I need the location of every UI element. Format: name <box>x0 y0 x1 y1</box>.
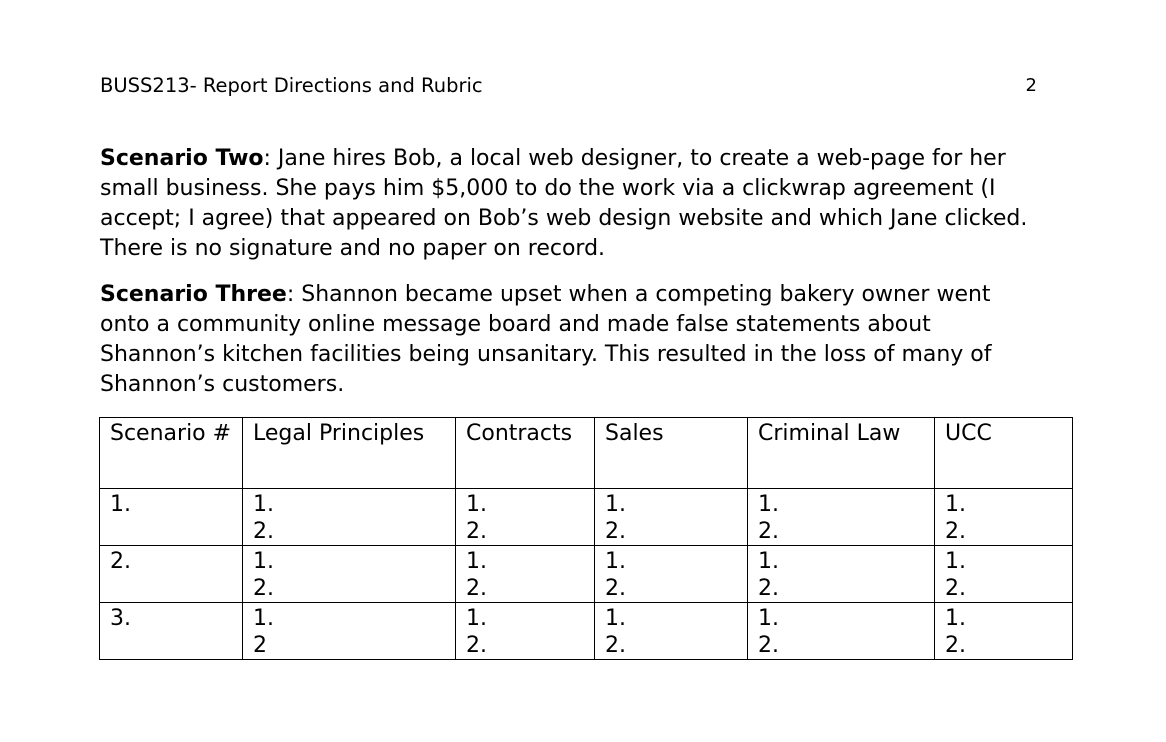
cell-line: 2. <box>758 633 779 658</box>
cell-line: 1. <box>758 606 779 631</box>
cell-line: 2. <box>605 519 626 544</box>
cell-line: 1. <box>253 549 274 574</box>
cell-line: 2 <box>253 633 267 658</box>
scenario-three-text: : Shannon became upset when a competing bakery owner went onto a community online message board and made false statements about Shannon’s kitchen facilities being unsanitary. This resulted in the loss of many of Shannon’s customers. <box>100 282 992 397</box>
table-header-row <box>100 418 1073 489</box>
table-cell <box>243 603 456 660</box>
table-cell <box>748 603 935 660</box>
table-cell <box>456 546 595 603</box>
table-cell <box>456 603 595 660</box>
table-cell <box>935 489 1073 546</box>
column-header-criminal-law: Criminal Law <box>748 418 935 489</box>
column-header-scenario: Scenario # <box>100 418 243 489</box>
cell-line: 1. <box>605 492 626 517</box>
cell-line: 2. <box>758 576 779 601</box>
cell-line: 1. <box>758 492 779 517</box>
column-header-ucc: UCC <box>935 418 1073 489</box>
table-row <box>100 489 1073 546</box>
table-row <box>100 546 1073 603</box>
table-cell <box>595 603 748 660</box>
table-cell <box>595 546 748 603</box>
cell-line: 1. <box>605 549 626 574</box>
table-cell <box>243 489 456 546</box>
cell-line: 2. <box>466 576 487 601</box>
cell-line: 2. <box>758 519 779 544</box>
scenario-three-paragraph <box>100 280 1030 400</box>
scenario-two-label: Scenario Two <box>100 146 264 171</box>
cell-line: 1. <box>253 492 274 517</box>
cell-line: 1. <box>758 549 779 574</box>
cell-line: 2. <box>945 576 966 601</box>
table-cell <box>748 546 935 603</box>
rubric-table <box>99 417 1073 660</box>
cell-line: 1. <box>466 606 487 631</box>
table-cell <box>243 546 456 603</box>
cell-line: 2. <box>466 519 487 544</box>
scenario-three-label: Scenario Three <box>100 282 287 307</box>
cell-line: 1. <box>945 549 966 574</box>
cell-line: 1. <box>253 606 274 631</box>
cell-line: 1. <box>466 492 487 517</box>
table-cell <box>595 489 748 546</box>
cell-line: 2. <box>466 633 487 658</box>
cell-line: 2. <box>945 519 966 544</box>
cell-line: 2. <box>253 519 274 544</box>
cell-line: 1. <box>945 606 966 631</box>
cell-line: 1. <box>466 549 487 574</box>
cell-line: 1. <box>605 606 626 631</box>
scenario-number-cell: 1. <box>100 489 243 546</box>
scenario-two-text: : Jane hires Bob, a local web designer, to create a web-page for her small business. She pays him $5,000 to do the work via a clickwrap agreement (I accept; I agree) that appeared on Bob’s web design website and which Jane clicked. There is no signature and no paper on record. <box>100 146 1028 261</box>
scenario-two-paragraph <box>100 144 1030 264</box>
column-header-sales: Sales <box>595 418 748 489</box>
cell-line: 2. <box>605 633 626 658</box>
table-cell <box>935 603 1073 660</box>
column-header-contracts: Contracts <box>456 418 595 489</box>
page-number: 2 <box>1025 75 1037 96</box>
header-title: BUSS213- Report Directions and Rubric <box>100 74 483 97</box>
table-cell <box>748 489 935 546</box>
page-header <box>100 74 1037 98</box>
cell-line: 2. <box>945 633 966 658</box>
table-cell <box>935 546 1073 603</box>
column-header-legal-principles: Legal Principles <box>243 418 456 489</box>
table-cell <box>456 489 595 546</box>
table-row <box>100 603 1073 660</box>
cell-line: 2. <box>605 576 626 601</box>
cell-line: 1. <box>945 492 966 517</box>
cell-line: 2. <box>253 576 274 601</box>
scenario-number-cell: 2. <box>100 546 243 603</box>
scenario-number-cell: 3. <box>100 603 243 660</box>
